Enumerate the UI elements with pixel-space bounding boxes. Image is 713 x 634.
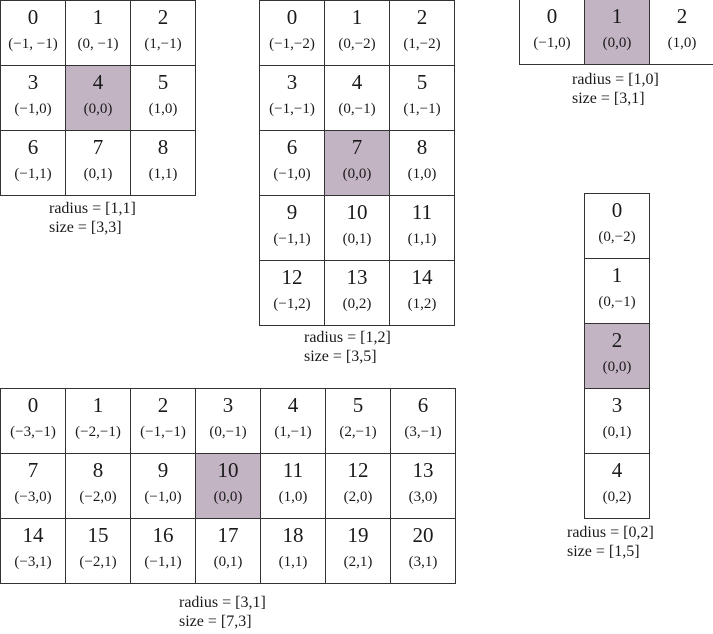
cell-index: 18 bbox=[282, 523, 304, 547]
size-label: size = [3,3] bbox=[49, 219, 122, 236]
cell-coordinate: (3,1) bbox=[408, 554, 438, 570]
cell-index: 2 bbox=[611, 328, 623, 352]
grid-cell-center bbox=[324, 130, 390, 196]
cell-index: 0 bbox=[27, 393, 39, 417]
cell-coordinate: (0,−1) bbox=[209, 424, 247, 440]
size-label: size = [3,1] bbox=[572, 90, 645, 107]
grid-cell bbox=[389, 130, 455, 196]
cell-coordinate: (1,0) bbox=[278, 489, 308, 505]
cell-index: 1 bbox=[92, 5, 104, 29]
cell-coordinate: (1,−1) bbox=[403, 101, 441, 117]
grid-cell bbox=[130, 130, 196, 196]
cell-index: 0 bbox=[546, 4, 558, 28]
cell-index: 13 bbox=[346, 265, 368, 289]
cell-coordinate: (0,0) bbox=[83, 101, 113, 117]
cell-index: 7 bbox=[27, 458, 39, 482]
cell-coordinate: (−3,−1) bbox=[10, 424, 56, 440]
cell-index: 0 bbox=[286, 5, 298, 29]
cell-index: 0 bbox=[27, 5, 39, 29]
grid-cell bbox=[0, 130, 66, 196]
cell-coordinate: (1,0) bbox=[148, 101, 178, 117]
caption-radius-1-0 bbox=[572, 70, 659, 108]
grid-cell bbox=[584, 453, 650, 519]
size-label: size = [7,3] bbox=[179, 613, 252, 630]
grid-cell bbox=[584, 193, 650, 259]
grid-cell bbox=[259, 260, 325, 326]
grid-cell bbox=[0, 453, 66, 519]
grid-cell bbox=[389, 65, 455, 131]
cell-coordinate: (−2,1) bbox=[79, 554, 117, 570]
cell-coordinate: (−1,2) bbox=[273, 296, 311, 312]
cell-index: 11 bbox=[411, 200, 433, 224]
cell-coordinate: (2,0) bbox=[343, 489, 373, 505]
cell-index: 4 bbox=[287, 393, 299, 417]
cell-index: 7 bbox=[92, 135, 104, 159]
cell-coordinate: (−2,−1) bbox=[75, 424, 121, 440]
cell-coordinate: (0,1) bbox=[213, 554, 243, 570]
grid-cell bbox=[519, 0, 585, 65]
cell-index: 10 bbox=[217, 458, 239, 482]
cell-index: 15 bbox=[87, 523, 109, 547]
caption-radius-1-1 bbox=[49, 199, 136, 237]
grid-cell-center bbox=[584, 323, 650, 389]
cell-index: 14 bbox=[411, 265, 433, 289]
grid-cell bbox=[130, 453, 196, 519]
cell-index: 16 bbox=[152, 523, 174, 547]
cell-index: 4 bbox=[611, 458, 623, 482]
cell-coordinate: (1,2) bbox=[407, 296, 437, 312]
caption-radius-3-1 bbox=[179, 593, 266, 631]
grid-cell bbox=[584, 388, 650, 454]
cell-coordinate: (−1,1) bbox=[273, 231, 311, 247]
grid-cell bbox=[65, 0, 131, 66]
grid-cell bbox=[260, 453, 326, 519]
cell-coordinate: (1,1) bbox=[148, 166, 178, 182]
cell-coordinate: (0,2) bbox=[342, 296, 372, 312]
cell-index: 5 bbox=[416, 70, 428, 94]
grid-cell bbox=[390, 453, 456, 519]
radius-label: radius = [1,0] bbox=[572, 71, 659, 88]
cell-coordinate: (−1, −1) bbox=[8, 36, 58, 52]
cell-coordinate: (1,−1) bbox=[144, 36, 182, 52]
cell-index: 6 bbox=[417, 393, 429, 417]
caption-radius-1-2 bbox=[304, 328, 391, 366]
cell-index: 17 bbox=[217, 523, 239, 547]
size-label: size = [1,5] bbox=[567, 543, 640, 560]
cell-index: 2 bbox=[416, 5, 428, 29]
cell-coordinate: (−1,−1) bbox=[140, 424, 186, 440]
radius-label: radius = [3,1] bbox=[179, 594, 266, 611]
cell-index: 6 bbox=[27, 135, 39, 159]
grid-cell bbox=[390, 388, 456, 454]
grid-cell bbox=[0, 518, 66, 584]
grid-cell bbox=[0, 65, 66, 131]
cell-coordinate: (0,2) bbox=[602, 489, 632, 505]
grid-cell bbox=[389, 260, 455, 326]
grid-cell bbox=[259, 65, 325, 131]
cell-coordinate: (3,−1) bbox=[404, 424, 442, 440]
cell-coordinate: (1,1) bbox=[407, 231, 437, 247]
cell-coordinate: (1,0) bbox=[407, 166, 437, 182]
grid-cell-center bbox=[584, 0, 650, 65]
cell-index: 1 bbox=[611, 4, 623, 28]
cell-index: 9 bbox=[157, 458, 169, 482]
grid-cell bbox=[65, 388, 131, 454]
grid-cell bbox=[325, 388, 391, 454]
cell-coordinate: (0,0) bbox=[602, 359, 632, 375]
cell-coordinate: (−2,0) bbox=[79, 489, 117, 505]
caption-radius-0-2 bbox=[567, 523, 654, 561]
cell-coordinate: (1,−1) bbox=[274, 424, 312, 440]
grid-cell bbox=[130, 65, 196, 131]
cell-coordinate: (0,−1) bbox=[338, 101, 376, 117]
cell-index: 9 bbox=[286, 200, 298, 224]
cell-coordinate: (−1,0) bbox=[533, 35, 571, 51]
radius-label: radius = [1,1] bbox=[49, 200, 136, 217]
cell-index: 3 bbox=[27, 70, 39, 94]
cell-index: 3 bbox=[222, 393, 234, 417]
cell-index: 4 bbox=[92, 70, 104, 94]
grid-cell bbox=[324, 0, 390, 66]
cell-coordinate: (2,−1) bbox=[339, 424, 377, 440]
grid-cell bbox=[0, 0, 66, 66]
cell-index: 13 bbox=[412, 458, 434, 482]
cell-coordinate: (0, −1) bbox=[77, 36, 119, 52]
cell-coordinate: (0,0) bbox=[602, 35, 632, 51]
cell-index: 1 bbox=[351, 5, 363, 29]
cell-index: 11 bbox=[282, 458, 304, 482]
cell-index: 19 bbox=[347, 523, 369, 547]
cell-coordinate: (1,−2) bbox=[403, 36, 441, 52]
cell-coordinate: (−1,0) bbox=[14, 101, 52, 117]
grid-cell bbox=[260, 518, 326, 584]
cell-index: 10 bbox=[346, 200, 368, 224]
cell-coordinate: (1,1) bbox=[278, 554, 308, 570]
grid-cell bbox=[324, 65, 390, 131]
grid-cell-center bbox=[65, 65, 131, 131]
cell-index: 8 bbox=[157, 135, 169, 159]
cell-coordinate: (0,0) bbox=[213, 489, 243, 505]
cell-coordinate: (−3,0) bbox=[14, 489, 52, 505]
cell-coordinate: (0,1) bbox=[602, 424, 632, 440]
cell-index: 1 bbox=[611, 263, 623, 287]
cell-index: 6 bbox=[286, 135, 298, 159]
cell-coordinate: (−3,1) bbox=[14, 554, 52, 570]
cell-index: 8 bbox=[92, 458, 104, 482]
size-label: size = [3,5] bbox=[304, 348, 377, 365]
cell-coordinate: (−1,1) bbox=[14, 166, 52, 182]
cell-coordinate: (0,−2) bbox=[598, 229, 636, 245]
cell-coordinate: (3,0) bbox=[408, 489, 438, 505]
cell-coordinate: (0,−1) bbox=[598, 294, 636, 310]
cell-index: 2 bbox=[157, 5, 169, 29]
cell-index: 3 bbox=[286, 70, 298, 94]
grid-cell bbox=[130, 518, 196, 584]
cell-index: 5 bbox=[157, 70, 169, 94]
grid-cell bbox=[260, 388, 326, 454]
grid-cell-center bbox=[195, 453, 261, 519]
cell-index: 4 bbox=[351, 70, 363, 94]
grid-cell bbox=[389, 0, 455, 66]
grid-cell bbox=[390, 518, 456, 584]
cell-coordinate: (−1,0) bbox=[273, 166, 311, 182]
grid-cell bbox=[130, 0, 196, 66]
cell-coordinate: (0,1) bbox=[342, 231, 372, 247]
cell-index: 20 bbox=[412, 523, 434, 547]
cell-index: 3 bbox=[611, 393, 623, 417]
cell-coordinate: (1,0) bbox=[667, 35, 697, 51]
grid-cell bbox=[65, 130, 131, 196]
grid-cell bbox=[130, 388, 196, 454]
cell-coordinate: (0,−2) bbox=[338, 36, 376, 52]
cell-coordinate: (2,1) bbox=[343, 554, 373, 570]
cell-index: 2 bbox=[676, 4, 688, 28]
radius-label: radius = [0,2] bbox=[567, 524, 654, 541]
grid-cell bbox=[195, 388, 261, 454]
grid-cell bbox=[389, 195, 455, 261]
grid-cell bbox=[325, 453, 391, 519]
cell-index: 12 bbox=[347, 458, 369, 482]
cell-index: 8 bbox=[416, 135, 428, 159]
cell-coordinate: (−1,1) bbox=[144, 554, 182, 570]
grid-cell bbox=[324, 195, 390, 261]
radius-label: radius = [1,2] bbox=[304, 329, 391, 346]
cell-coordinate: (−1,0) bbox=[144, 489, 182, 505]
cell-index: 5 bbox=[352, 393, 364, 417]
cell-index: 1 bbox=[92, 393, 104, 417]
cell-coordinate: (0,0) bbox=[342, 166, 372, 182]
grid-cell bbox=[0, 388, 66, 454]
cell-coordinate: (−1,−1) bbox=[269, 101, 315, 117]
grid-cell bbox=[325, 518, 391, 584]
grid-cell bbox=[259, 130, 325, 196]
cell-index: 14 bbox=[22, 523, 44, 547]
grid-cell bbox=[649, 0, 713, 65]
cell-index: 0 bbox=[611, 198, 623, 222]
cell-index: 12 bbox=[281, 265, 303, 289]
grid-cell bbox=[324, 260, 390, 326]
cell-index: 2 bbox=[157, 393, 169, 417]
grid-cell bbox=[584, 258, 650, 324]
grid-cell bbox=[65, 453, 131, 519]
grid-cell bbox=[259, 195, 325, 261]
grid-cell bbox=[65, 518, 131, 584]
cell-coordinate: (0,1) bbox=[83, 166, 113, 182]
grid-cell bbox=[259, 0, 325, 66]
cell-index: 7 bbox=[351, 135, 363, 159]
cell-coordinate: (−1,−2) bbox=[269, 36, 315, 52]
grid-cell bbox=[195, 518, 261, 584]
